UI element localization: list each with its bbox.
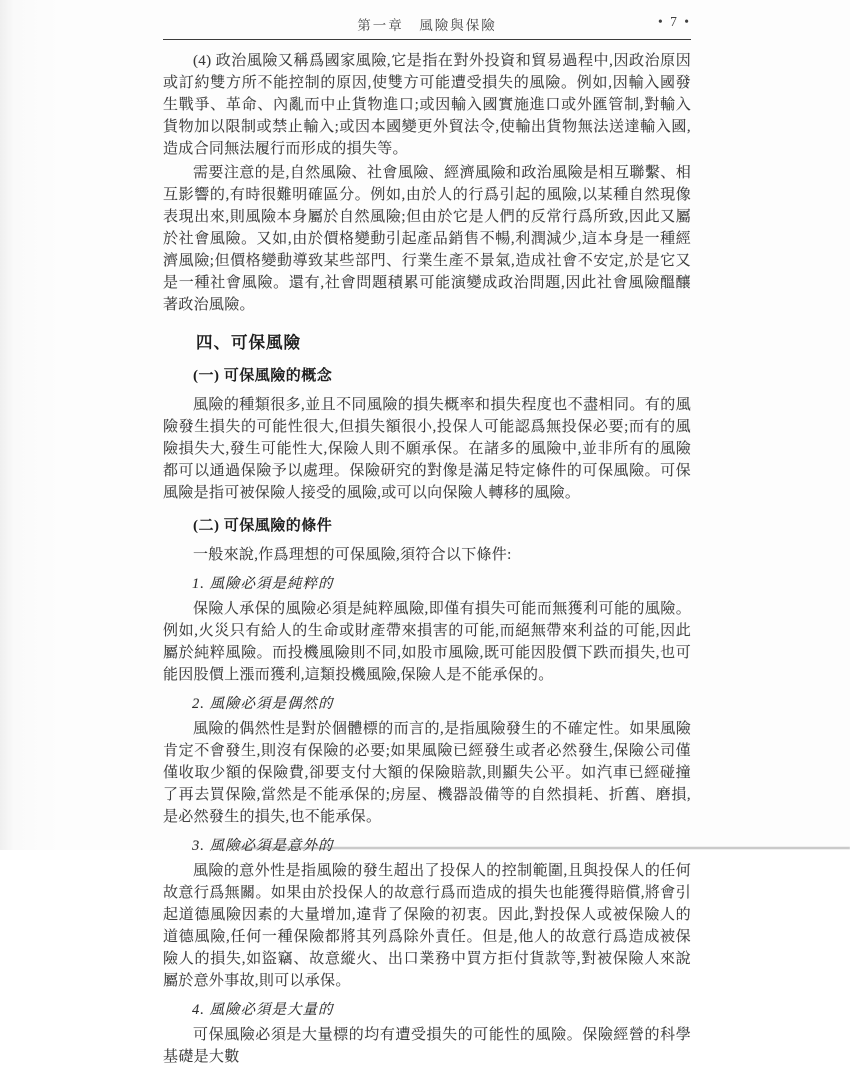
- subsection-heading-concept: (一) 可保風險的概念: [193, 368, 333, 384]
- page-header: [163, 14, 691, 36]
- item-heading-large-numbers-risk: 4. 風險必須是大量的: [192, 1002, 334, 1018]
- paragraph-accidental-risk: 風險的意外性是指風險的發生超出了投保人的控制範圍,且與投保人的任何故意行爲無關。如果由於投保人的故意行爲而造成的損失也能獲得賠償,將會引起道德風險因素的大量增加,違背了保險的初衷。因此,對投保人或被保險人的道德風險,任何一種保險都將其列爲除外責任。但是,他人的故意行爲造成被保險人的損失,如盜竊、故意縱火、出口業務中買方拒付貨款等,對被保險人來說屬於意外事故,則可以承保。: [163, 863, 691, 989]
- subsection-heading-conditions: (二) 可保風險的條件: [193, 518, 333, 534]
- chapter-title: 第一章 風險與保險: [357, 18, 497, 33]
- scan-bottom-edge-artifact: [238, 847, 850, 849]
- paragraph-political-risk: (4) 政治風險又稱爲國家風險,它是指在對外投資和貿易過程中,因政治原因或訂約雙方所不能控制的原因,使雙方可能遭受損失的風險。例如,因輸入國發生戰爭、革命、內亂而中止貨物進口;或因輸入國實施進口或外匯管制,對輸入貨物加以限制或禁止輸入;或因本國變更外貿法令,使輸出貨物無法送達輸入國,造成合同無法履行而形成的損失等。: [163, 53, 691, 157]
- item-heading-pure-risk: 1. 風險必須是純粹的: [192, 576, 334, 592]
- header-rule: [163, 39, 691, 40]
- paragraph-risk-interrelation-note: 需要注意的是,自然風險、社會風險、經濟風險和政治風險是相互聯繫、相互影響的,有時很難明確區分。例如,由於人的行爲引起的風險,以某種自然現像表現出來,則風險本身屬於自然風險;但由於它是人們的反常行爲所致,因此又屬於社會風險。又如,由於價格變動引起產品銷售不暢,利潤減少,這本身是一種經濟風險;但價格變動導致某些部門、行業生產不景氣,造成社會不安定,於是它又是一種社會風險。還有,社會問題積累可能演變成政治問題,因此社會風險醞釀著政治風險。: [163, 165, 691, 313]
- paragraph-fortuitous-risk: 風險的偶然性是對於個體標的而言的,是指風險發生的不確定性。如果風險肯定不會發生,則沒有保險的必要;如果風險已經發生或者必然發生,保險公司僅僅收取少額的保險費,卻要支付大額的保險賠款,則顯失公平。如汽車已經碰撞了再去買保險,當然是不能承保的;房屋、機器設備等的自然損耗、折舊、磨損,是必然發生的損失,也不能承保。: [163, 721, 691, 825]
- page-number: • 7 •: [658, 14, 691, 29]
- item-heading-fortuitous-risk: 2. 風險必須是偶然的: [192, 696, 334, 712]
- paragraph-pure-risk: 保險人承保的風險必須是純粹風險,即僅有損失可能而無獲利可能的風險。例如,火災只有給人的生命或財產帶來損害的可能,而絕無帶來利益的可能,因此屬於純粹風險。而投機風險則不同,如股市風險,既可能因股價下跌而損失,也可能因股價上漲而獲利,這類投機風險,保險人是不能承保的。: [163, 601, 691, 683]
- page-body: [163, 50, 691, 1068]
- section-heading-insurable-risk: 四、可保風險: [196, 333, 301, 352]
- paragraph-insurable-risk-concept: 風險的種類很多,並且不同風險的損失概率和損失程度也不盡相同。有的風險發生損失的可能性很大,但損失額很小,投保人可能認爲無投保必要;而有的風險損失大,發生可能性大,保險人則不願承保。在諸多的風險中,並非所有的風險都可以通過保險予以處理。保險研究的對像是滿足特定條件的可保風險。可保風險是指可被保險人接受的風險,或可以向保險人轉移的風險。: [163, 397, 691, 501]
- paragraph-large-numbers-risk: 可保風險必須是大量標的均有遭受損失的可能性的風險。保險經營的科學基礎是大數: [163, 1027, 691, 1065]
- item-heading-accidental-risk: 3. 風險必須是意外的: [192, 838, 334, 854]
- paragraph-conditions-intro: 一般來說,作爲理想的可保風險,須符合以下條件:: [193, 547, 512, 563]
- page-content-column: [163, 14, 691, 1070]
